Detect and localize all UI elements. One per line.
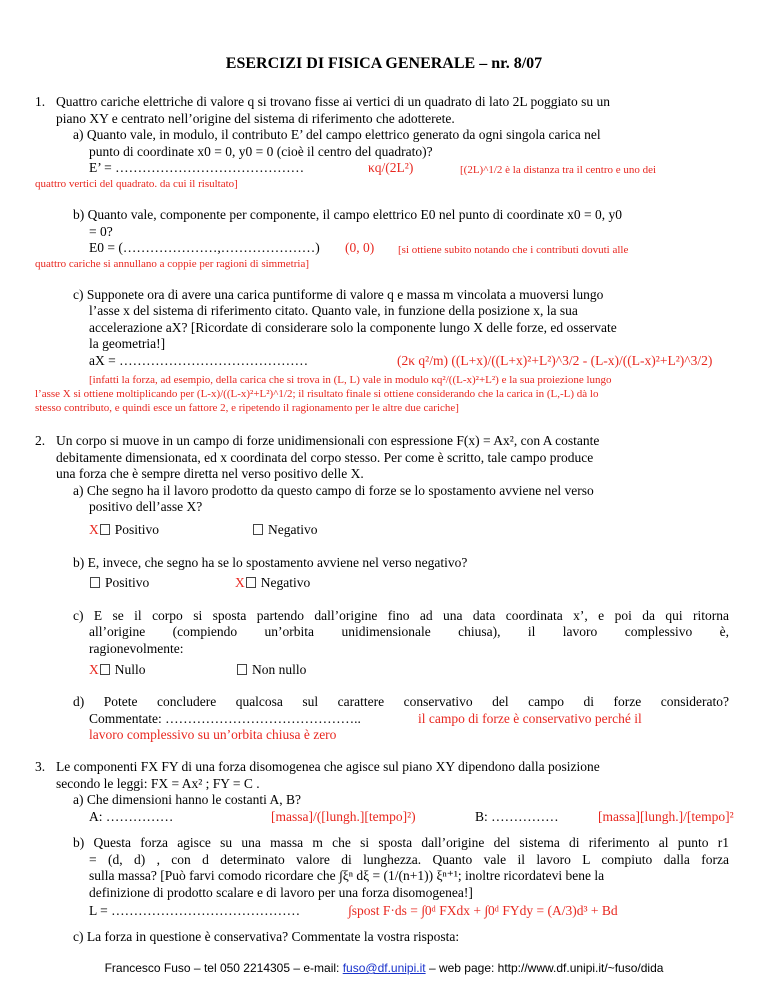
exercise-1-number: 1.: [35, 94, 46, 109]
ex1-b-q1: b) Quanto vale, componente per componente, il campo elettrico E0 nel punto di coordinate x0 = 0, y0: [73, 207, 622, 222]
ex1-c-note-1: [infatti la forza, ad esempio, della carica che si trova in (L, L) vale in modulo κq²/((L-x)²+L²) e la sua proiezione lungo: [89, 374, 612, 386]
ex2-a-q2: positivo dell’asse X?: [89, 499, 203, 514]
ex2-b-option-negative[interactable]: X Negativo: [235, 575, 311, 590]
ex2-d-q1: d) Potete concludere qualcosa sul carattere conservativo del campo di forze considerato?: [73, 694, 729, 709]
checkbox-icon: [246, 577, 256, 588]
ex2-d-answer-2: lavoro complessivo su un’orbita chiusa è zero: [89, 727, 337, 742]
page-title: ESERCIZI DI FISICA GENERALE – nr. 8/07: [225, 55, 543, 72]
ex1-b-q2: = 0?: [89, 224, 113, 239]
ex3-a-answer-a: [massa]/([lungh.][tempo]²): [271, 809, 416, 824]
footer-web-page: – web page: http://www.df.unipi.it/~fuso/dida: [425, 961, 664, 975]
checkbox-icon: [100, 524, 110, 535]
ex1-a-q1: a) Quanto vale, in modulo, il contributo E’ del campo elettrico generato da ogni singola carica nel: [73, 127, 601, 142]
ex1-text-1: Quattro cariche elettriche di valore q si trovano fisse ai vertici di un quadrato di lato 2L poggiato su un: [56, 94, 610, 109]
x-mark-icon: X: [235, 575, 245, 590]
ex3-text-1: Le componenti FX FY di una forza disomogenea che agisce sul piano XY dipendono dalla posizione: [56, 759, 600, 774]
ex1-c-q3: accelerazione aX? [Ricordate di considerare solo la componente lungo X delle forze, ed osservate: [89, 320, 617, 335]
ex3-b-answer: ∫spost F·ds = ∫0ᵈ FXdx + ∫0ᵈ FYdy = (A/3)d³ + Bd: [348, 903, 618, 918]
ex1-b-note-1: [si ottiene subito notando che i contributi dovuti alle: [398, 244, 629, 256]
ex1-a-note-2: quattro vertici del quadrato. da cui il risultato]: [35, 178, 238, 190]
ex3-c-q1: c) La forza in questione è conservativa? Commentate la vostra risposta:: [73, 929, 460, 944]
ex3-b-q3: sulla massa? [Può farvi comodo ricordare che ∫ξⁿ dξ = (1/(n+1)) ξⁿ⁺¹; inoltre ricordatevi bene la: [89, 868, 605, 883]
ex3-a-q1: a) Che dimensioni hanno le costanti A, B?: [73, 792, 301, 807]
x-mark-icon: X: [89, 522, 99, 537]
ex3-a-dots-a: A: ……………: [89, 809, 174, 824]
ex1-b-answer: (0, 0): [345, 240, 375, 255]
checkbox-icon: [253, 524, 263, 535]
ex2-d-dots: Commentate: ……………………………………..: [89, 711, 361, 726]
ex1-text-2: piano XY e centrato nell’origine del sistema di riferimento che adotterete.: [56, 111, 455, 126]
ex3-b-q1: b) Questa forza agisce su una massa m che si sposta dall’origine del sistema di riferimento al punto r1: [73, 835, 729, 850]
ex2-c-q2: all’origine (compiendo un’orbita unidimensionale chiusa), il lavoro complessivo è,: [89, 624, 729, 639]
ex1-a-dots: E’ = ……………………………………: [89, 160, 305, 175]
ex1-c-note-3: stesso contributo, e quindi esce un fattore 2, e ripetendo il ragionamento per le altre due cariche]: [35, 402, 459, 414]
ex2-a-q1: a) Che segno ha il lavoro prodotto da questo campo di forze se lo spostamento avviene nel verso: [73, 483, 594, 498]
footer-email-link[interactable]: fuso@df.unipi.it: [342, 961, 426, 975]
checkbox-icon: [90, 577, 100, 588]
checkbox-icon: [100, 664, 110, 675]
checkbox-icon: [237, 664, 247, 675]
ex1-b-note-2: quattro cariche si annullano a coppie per ragioni di simmetria]: [35, 258, 309, 270]
ex1-c-note-2: l’asse X si ottiene moltiplicando per (L-x)/((L-x)²+L²)^1/2; il risultato finale si ottiene considerando che la carica in (L,-L) dà lo: [35, 388, 599, 400]
ex2-c-option-nonzero[interactable]: Non nullo: [236, 662, 306, 678]
ex3-text-2: secondo le leggi: FX = Ax² ; FY = C .: [56, 776, 260, 791]
ex2-text-1: Un corpo si muove in un campo di forze unidimensionali con espressione F(x) = Ax², con A costante: [56, 433, 600, 448]
x-mark-icon: X: [89, 662, 99, 677]
ex2-a-option-positive[interactable]: X Positivo: [89, 522, 160, 537]
footer-author: Francesco Fuso – tel 050 2214305 – e-mail:: [104, 961, 343, 975]
ex2-c-option-zero[interactable]: X Nullo: [89, 662, 146, 677]
ex1-c-q2: l’asse x del sistema di riferimento citato. Quanto vale, in funzione della posizione x, la sua: [89, 303, 578, 318]
ex2-d-answer-1: il campo di forze è conservativo perché il: [418, 711, 642, 726]
ex2-text-2: debitamente dimensionata, ed x coordinata del corpo stesso. Per come è scritto, tale campo produce: [56, 450, 594, 465]
ex3-a-answer-b: [massa][lungh.]/[tempo]²: [598, 809, 734, 824]
ex1-c-dots: aX = ……………………………………: [89, 353, 309, 368]
ex1-b-dots: E0 = (…………………,…………………): [89, 240, 320, 255]
ex1-c-answer: (2κ q²/m) ((L+x)/((L+x)²+L²)^3/2 - (L-x)/((L-x)²+L²)^3/2): [397, 353, 713, 368]
exercise-2-number: 2.: [35, 433, 46, 448]
ex1-a-note-1: [(2L)^1/2 è la distanza tra il centro e uno dei: [460, 164, 657, 176]
exercise-3-number: 3.: [35, 759, 46, 774]
ex1-a-q2: punto di coordinate x0 = 0, y0 = 0 (cioè il centro del quadrato)?: [89, 144, 433, 159]
ex2-text-3: una forza che è sempre diretta nel verso positivo delle X.: [56, 466, 364, 481]
ex2-b-option-positive[interactable]: Positivo: [89, 575, 149, 591]
ex1-c-q4: la geometria!]: [89, 336, 166, 351]
ex3-b-q2: = (d, d) , con d determinato valore di lunghezza. Quanto vale il lavoro L compiuto dalla forza: [89, 852, 729, 867]
ex2-b-q1: b) E, invece, che segno ha se lo spostamento avviene nel verso negativo?: [73, 555, 468, 570]
ex2-c-q1: c) E se il corpo si sposta partendo dall’origine fino ad una data coordinata x’, e poi da qui ritorna: [73, 608, 729, 623]
ex2-c-q3: ragionevolmente:: [89, 641, 184, 656]
ex3-a-dots-b: B: ……………: [475, 809, 559, 824]
page-footer: [0, 961, 768, 975]
ex3-b-dots: L = ……………………………………: [89, 903, 301, 918]
ex1-c-q1: c) Supponete ora di avere una carica puntiforme di valore q e massa m vincolata a muoversi lungo: [73, 287, 604, 302]
ex2-a-option-negative[interactable]: Negativo: [252, 522, 318, 538]
ex3-b-q4: definizione di prodotto scalare e di lavoro per una forza disomogenea!]: [89, 885, 473, 900]
ex1-a-answer: κq/(2L²): [368, 160, 414, 175]
